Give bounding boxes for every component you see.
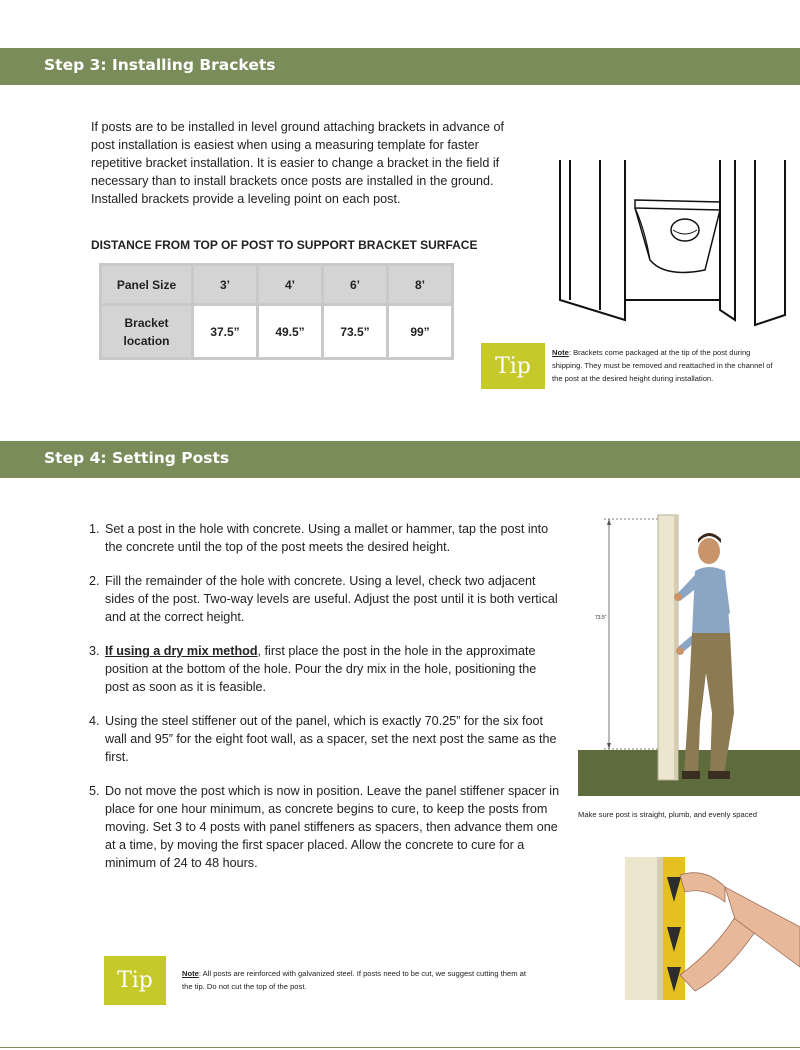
setting-posts-steps: [72, 520, 563, 888]
step4-tip-note: [182, 967, 532, 993]
note-text: : All posts are reinforced with galvanized steel. If posts need to be cut, we suggest cutting them at the tip. Do not cut the top of the post.: [182, 969, 527, 991]
table-cell: 8’: [388, 265, 453, 305]
table-cell: 99”: [388, 305, 453, 359]
step4-header-band: [0, 441, 800, 478]
table-row: [101, 265, 453, 305]
bracket-distance-table: [99, 263, 454, 360]
note-text: : Brackets come packaged at the tip of the post during shipping. They must be removed and reattached in the channel of the post at the desired height during installation.: [552, 348, 773, 383]
table-cell: 4’: [258, 265, 323, 305]
table-cell: 37.5”: [193, 305, 258, 359]
step-text: , first place the post in the hole in the approximate position at the bottom of the hole. Pour the dry mix in the hole, positioning the post as soon as it is feasible.: [105, 644, 537, 694]
footer-divider: [0, 1047, 800, 1048]
step3-tip-note: [552, 346, 777, 385]
tip-label: Tip: [495, 353, 531, 379]
step-lead: If using a dry mix method: [105, 644, 258, 658]
figure-dimension-label: 73.5”: [595, 615, 607, 621]
table-cell: 73.5”: [323, 305, 388, 359]
bracket-illustration: [555, 150, 790, 340]
step4-tip-badge: [104, 956, 166, 1005]
list-item: [103, 782, 563, 872]
tip-label: Tip: [117, 968, 153, 993]
step3-title: Step 3: Installing Brackets: [44, 56, 276, 74]
table-row-header: [101, 305, 193, 359]
step3-paragraph-text: If posts are to be installed in level ground attaching brackets in advance of post installation is easiest when using a measuring template for faster repetitive bracket installation. It is easier to change a bracket in the field if necessary than to install brackets once posts are installed in the ground. Installed brackets provide a leveling point on each post.: [91, 120, 505, 206]
list-item: [103, 572, 563, 626]
table-cell: 3’: [193, 265, 258, 305]
level-illustration: [625, 857, 800, 1000]
step-text: Do not move the post which is now in position. Leave the panel stiffener spacer in place for one hour minimum, as concrete begins to cure, to keep the posts from moving. Set 3 to 4 posts with panel stiffeners as spacers, then advance them one at a time, by moving the first spacer placed. Allow the concrete to cure for a minimum of 24 to 48 hours.: [105, 784, 560, 870]
table-cell: 49.5”: [258, 305, 323, 359]
table-cell: 6’: [323, 265, 388, 305]
table-row: [101, 305, 453, 359]
step-text: Fill the remainder of the hole with concrete. Using a level, check two adjacent sides of the post. Two-way levels are useful. Adjust the post until it is both vertical and at the correct height.: [105, 574, 558, 624]
step-text: Using the steel stiffener out of the panel, which is exactly 70.25” for the six foot wall and 95” for the eight foot wall, as a spacer, set the next post the same as the first.: [105, 714, 557, 764]
table-row-header: Panel Size: [101, 265, 193, 305]
list-item: [103, 520, 563, 556]
step4-title: Step 4: Setting Posts: [44, 449, 230, 467]
bracket-table-title: DISTANCE FROM TOP OF POST TO SUPPORT BRACKET SURFACE: [91, 238, 478, 252]
step-text: Set a post in the hole with concrete. Using a mallet or hammer, tap the post into the concrete until the top of the post meets the desired height.: [105, 522, 549, 554]
row-header-line2: location: [123, 333, 170, 348]
figure-caption: Make sure post is straight, plumb, and evenly spaced: [578, 810, 757, 819]
step3-tip-badge: [481, 343, 545, 389]
step3-paragraph: [91, 118, 531, 208]
post-setting-illustration: [578, 513, 800, 796]
note-label: Note: [182, 969, 199, 978]
note-label: Note: [552, 348, 569, 357]
row-header-line1: Bracket: [124, 315, 169, 330]
list-item: [103, 712, 563, 766]
list-item: [103, 642, 563, 696]
step3-header-band: [0, 48, 800, 85]
